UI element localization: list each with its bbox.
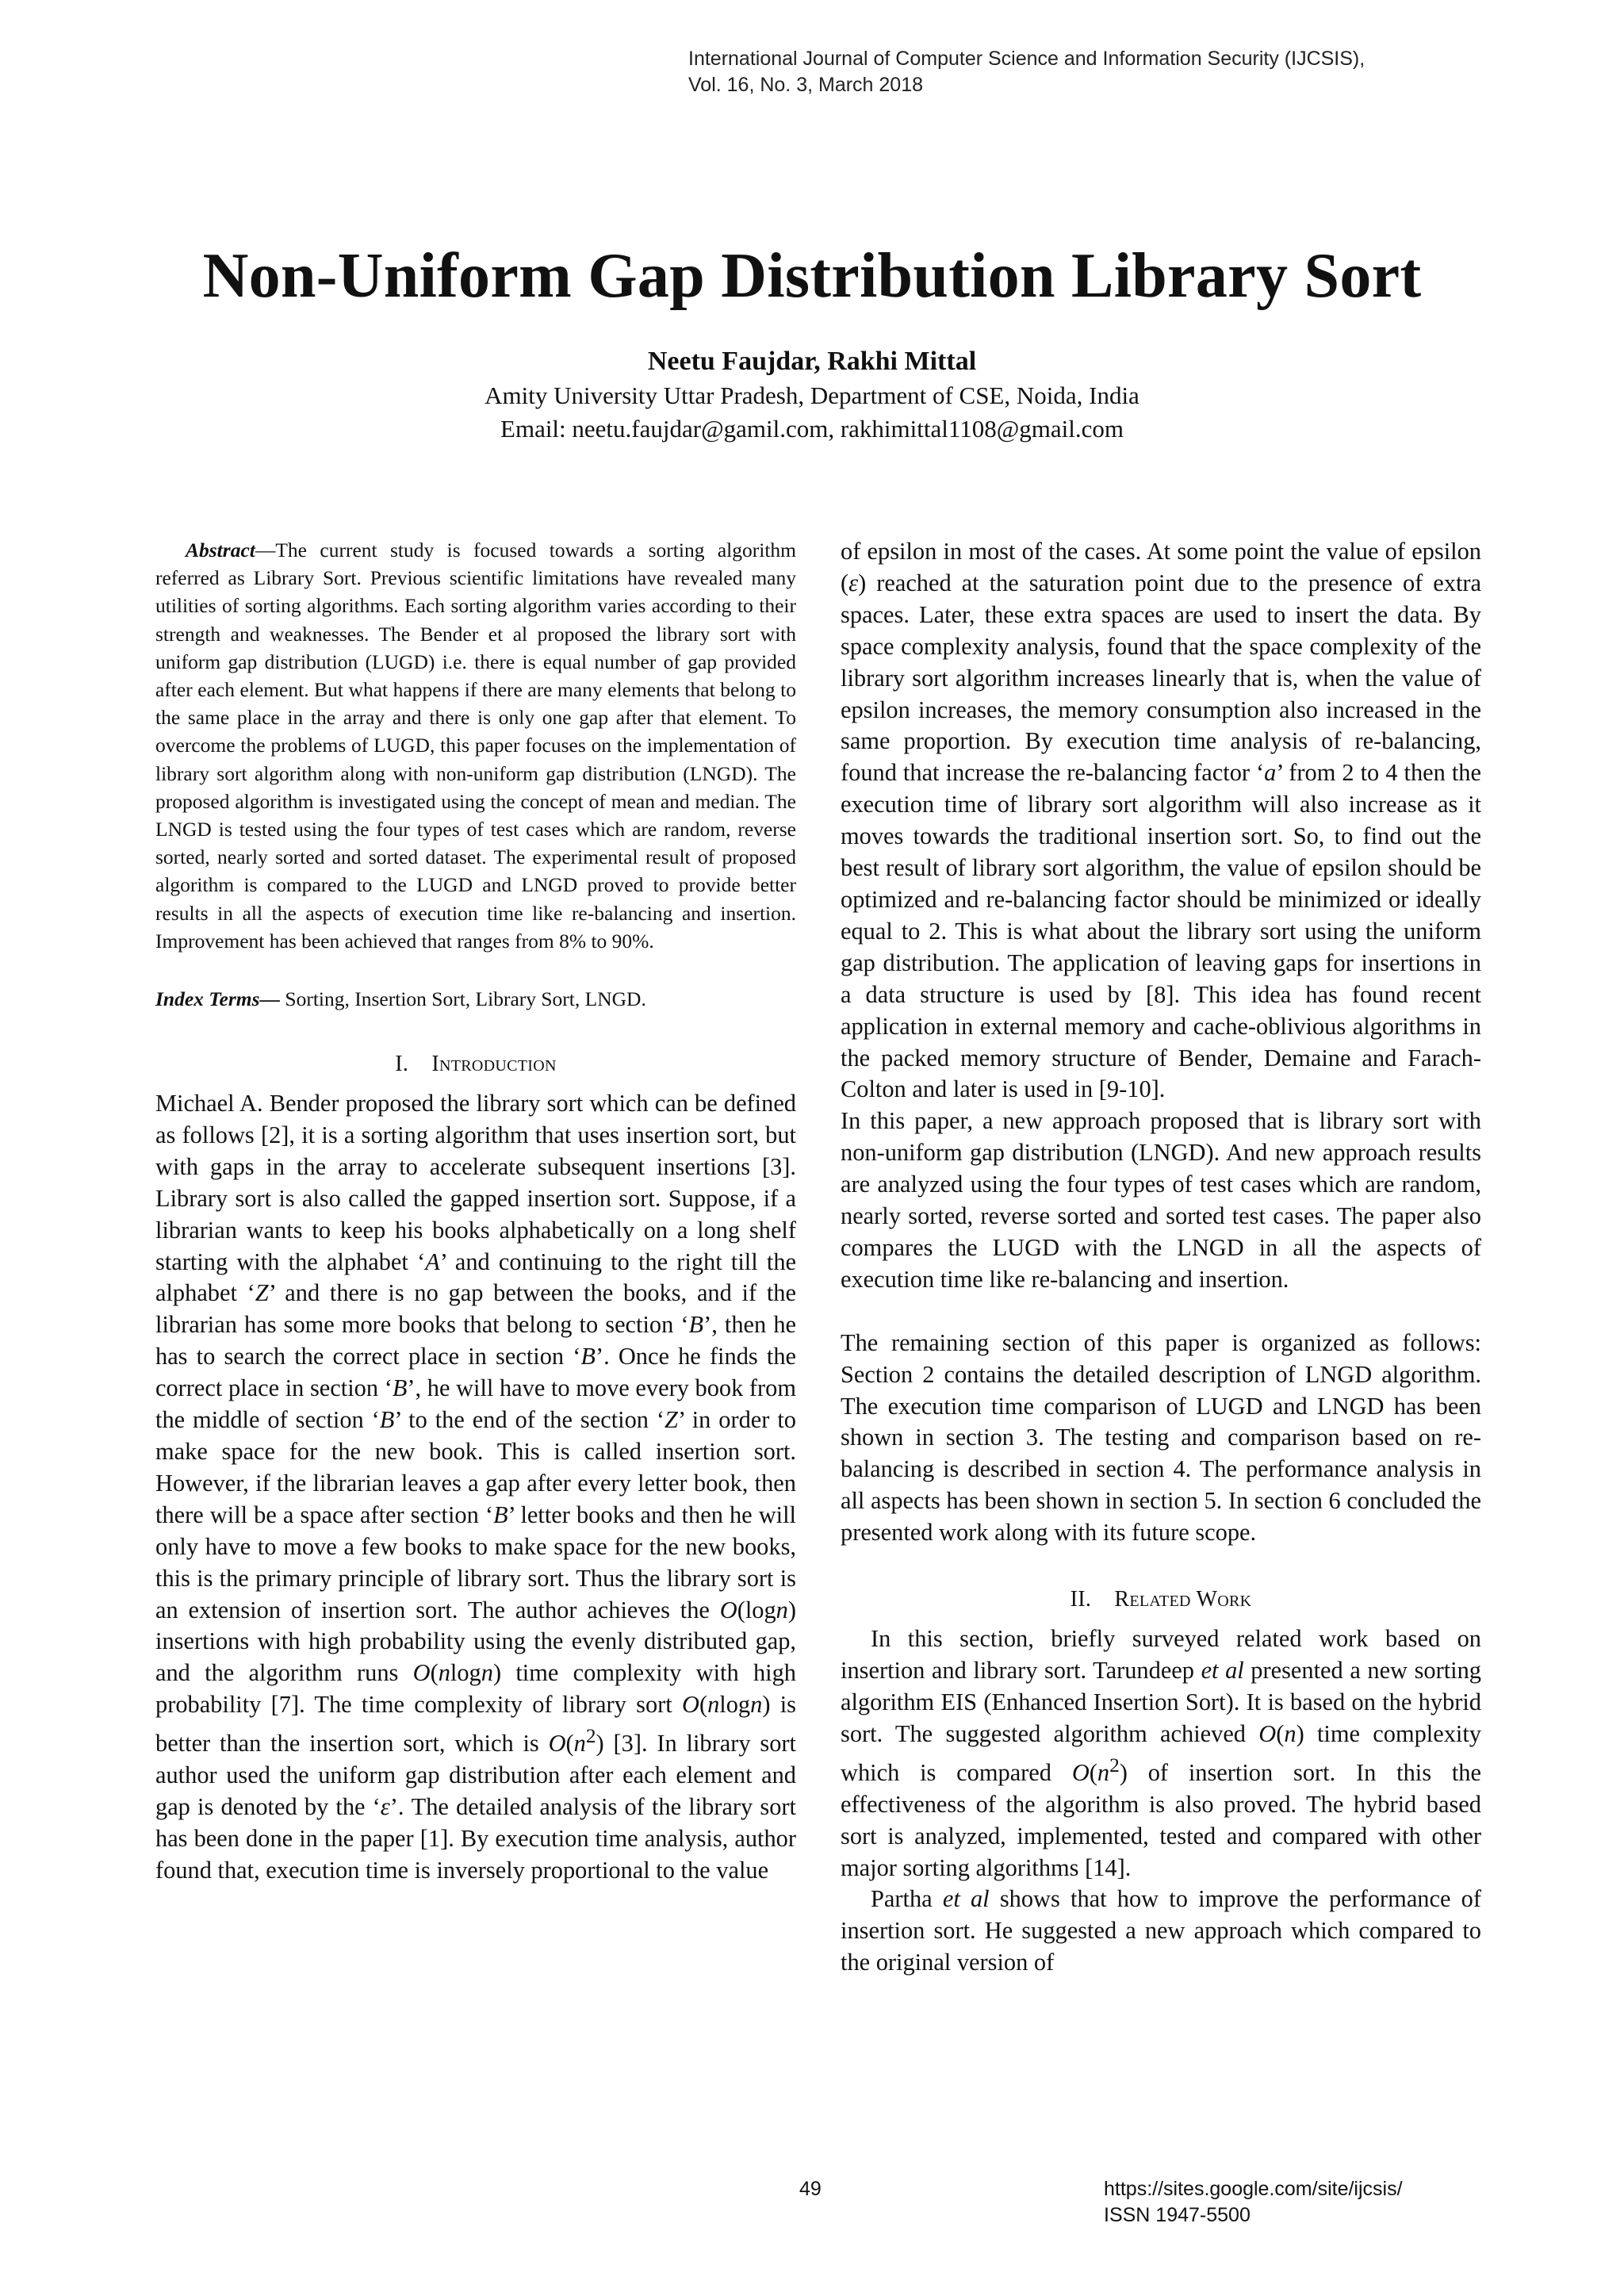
journal-url[interactable]: https://sites.google.com/site/ijcsis/ <box>1104 2178 1403 2200</box>
page-number: 49 <box>799 2178 822 2200</box>
index-terms-label: Index Terms— <box>155 987 281 1011</box>
journal-name: International Journal of Computer Science and Information Security (IJCSIS), <box>688 48 1365 70</box>
index-terms-text: Sorting, Insertion Sort, Library Sort, LNGD. <box>280 987 646 1011</box>
issn: ISSN 1947-5500 <box>1104 2204 1251 2226</box>
journal-header <box>688 46 1497 98</box>
index-terms <box>155 985 796 1014</box>
journal-footer <box>1104 2176 1403 2229</box>
left-column <box>155 536 796 1887</box>
section-heading-introduction: I. Introduction <box>395 1052 557 1077</box>
abstract <box>155 536 796 955</box>
section-heading-related-work: II. Related Work <box>1070 1587 1252 1612</box>
paper-authors: Neetu Faujdar, Rakhi Mittal <box>647 347 977 376</box>
right-column <box>841 536 1481 1979</box>
affiliation: Amity University Uttar Pradesh, Department of CSE, Noida, India <box>485 381 1139 409</box>
paper-title: Non-Uniform Gap Distribution Library Sort <box>202 241 1422 311</box>
affiliation-block <box>0 379 1624 446</box>
approach-paragraph: In this paper, a new approach proposed that is library sort with non-uniform gap distribution (LNGD). And new approach results are analyzed using the four types of test cases which are random, nearly sorted, reverse sorted and sorted test cases. The paper also compares the LUGD with the LNGD in all the aspects of execution time like re-balancing and insertion. <box>841 1107 1481 1293</box>
abstract-text: —The current study is focused towards a sorting algorithm referred as Library Sort. Previous scientific limitations have revealed many utilities of sorting algorithms. Each sorting algorithm varies according to their strength and weaknesses. The Bender et al proposed the library sort with uniform gap distribution (LUGD) i.e. there is equal number of gap provided after each element. But what happens if there are many elements that belong to the same place in the array and there is only one gap after that element. To overcome the problems of LUGD, this paper focuses on the implementation of library sort algorithm along with non-uniform gap distribution (LNGD). The proposed algorithm is investigated using the concept of mean and median. The LNGD is tested using the four types of test cases which are random, reverse sorted, nearly sorted and sorted dataset. The experimental result of proposed algorithm is compared to the LUGD and LNGD proved to provide better results in all the aspects of execution time like re-balancing and insertion. Improvement has been achieved that ranges from 8% to 90%. <box>155 539 796 953</box>
intro-continued-paragraph: of epsilon in most of the cases. At some point the value of epsilon (ε) reached at the saturation point due to the presence of extra spaces. Later, these extra spaces are used to insert the data. By space complexity analysis, found that the space complexity of the library sort algorithm increases linearly that is, when the value of epsilon increases, the memory consumption also increased in the same proportion. By execution time analysis of re-balancing, found that increase the re-balancing factor ‘a’ from 2 to 4 then the execution time of library sort algorithm will also increase as it moves towards the traditional insertion sort. So, to find out the best result of library sort algorithm, the value of epsilon should be optimized and re-balancing factor should be minimized or ideally equal to 2. This is what about the library sort using the uniform gap distribution. The application of leaving gaps for insertions in a data structure is used by [8]. This idea has found recent application in external memory and cache-oblivious algorithms in the packed memory structure of Bender, Demaine and Farach-Colton and later is used in [9-10]. <box>841 538 1481 1103</box>
author-emails: Email: neetu.faujdar@gamil.com, rakhimittal1108@gmail.com <box>500 415 1124 443</box>
related-work-paragraph: In this section, briefly surveyed related work based on insertion and library sort. Tarundeep et al presented a new sorting algorithm EIS (Enhanced Insertion Sort). It is based on the hybrid sort. The suggested algorithm achieved O(n) time complexity which is compared $O(n^2)$ of insertion sort. In this the effectiveness of the algorithm is also proved. The hybrid based sort is analyzed, implemented, tested and compared with other major sorting algorithms [14]. <box>841 1625 1482 1881</box>
organization-paragraph: The remaining section of this paper is organized as follows: Section 2 contains the detailed description of LNGD algorithm. The execution time comparison of LUGD and LNGD has been shown in section 3. The testing and comparison based on re-balancing is described in section 4. The performance analysis in all aspects has been shown in section 5. In section 6 concluded the presented work along with its future scope. <box>841 1328 1481 1547</box>
partha-paragraph: Partha et al shows that how to improve the performance of insertion sort. He suggested a new approach which compared to the original version of <box>841 1885 1481 1976</box>
intro-paragraph: Michael A. Bender proposed the library sort which can be defined as follows [2], it is a sorting algorithm that uses insertion sort, but with gaps in the array to accelerate subsequent insertions [3]. Library sort is also called the gapped insertion sort. Suppose, if a librarian wants to keep his books alphabetically on a long shelf starting with the alphabet ‘A’ and continuing to the right till the alphabet ‘Z’ and there is no gap between the books, and if the librarian has some more books that belong to section ‘B’, then he has to search the correct place in section ‘B’. Once he finds the correct place in section ‘B’, he will have to move every book from the middle of section ‘B’ to the end of the section ‘Z’ in order to make space for the new book. This is called insertion sort. However, if the librarian leaves a gap after every letter book, then there will be a space after section ‘B’ letter books and then he will only have to move a few books to make space for the new books, this is the primary principle of library sort. Thus the library sort is an extension of insertion sort. The author achieves the O(logn) insertions with high probability using the evenly distributed gap, and the algorithm runs O(nlogn) time complexity with high probability [7]. The time complexity of library sort O(nlogn) is better than the insertion sort, which is $O(n^2)$ [3]. In library sort author used the uniform gap distribution after each element and gap is denoted by the ‘ε’. The detailed analysis of the library sort has been done in the paper [1]. By execution time analysis, author found that, execution time is inversely proportional to the value <box>155 1090 797 1884</box>
journal-issue: Vol. 16, No. 3, March 2018 <box>688 74 924 96</box>
abstract-label: Abstract <box>186 539 255 562</box>
